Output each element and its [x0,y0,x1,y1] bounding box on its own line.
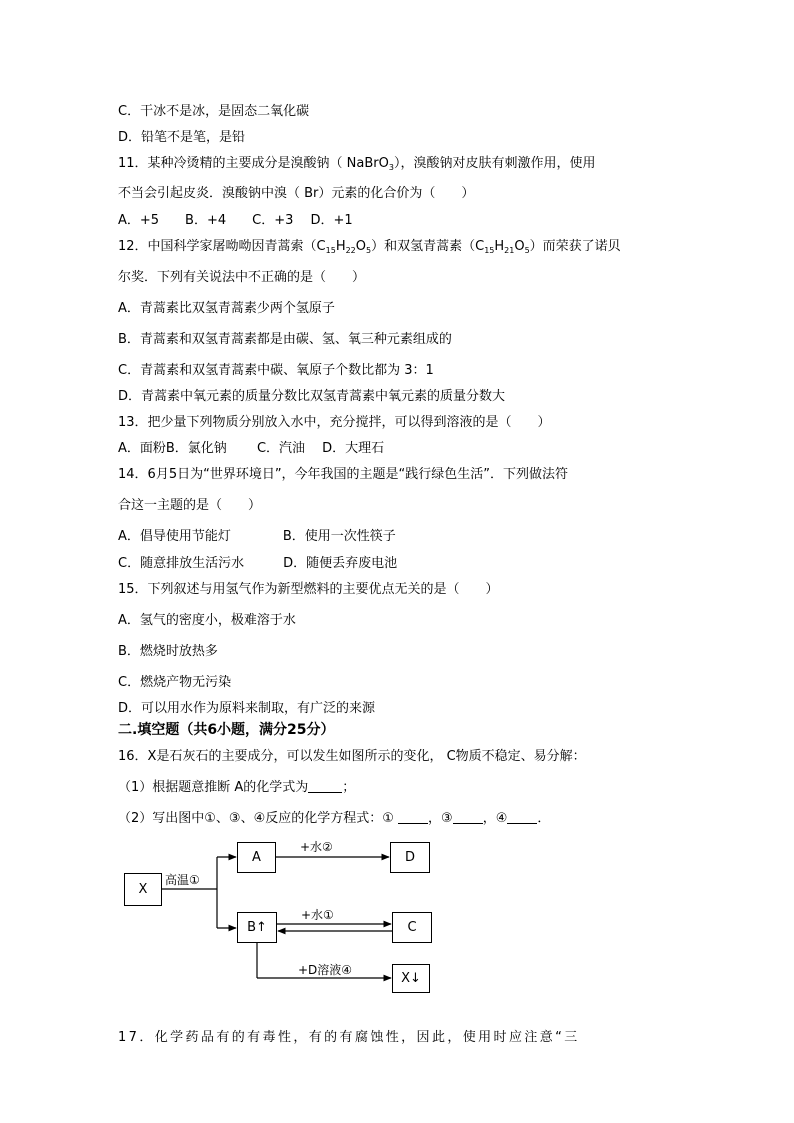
node-a: A [237,842,276,873]
q12-t1: 12．中国科学家屠呦呦因青蒿索（C [118,239,326,254]
q16-part1-text: （1）根据题意推断 A的化学式为 [118,780,309,795]
q14-stem-line1: 14．6月5日为“世界环境日”，今年我国的主题是“践行绿色生活”．下列做法符 [118,467,569,482]
q12-sub4: 15 [484,246,495,255]
q15-option-d: D．可以用水作为原料来制取，有广泛的来源 [118,701,376,716]
q12-option-b: B．青蒿素和双氢青蒿素都是由碳、氢、氧三种元素组成的 [118,332,452,347]
q11-sub: 3 [388,163,394,172]
q15-option-c: C．燃烧产物无污染 [118,675,232,690]
q14-stem-line2: 合这一主题的是（ ） [118,498,262,513]
q11-text-a: 11．某种冷烫精的主要成分是溴酸钠（ NaBrO [118,156,389,171]
q13-options: A．面粉B．氯化钠 C．汽油 D．大理石 [118,441,385,456]
label-water-1: +水① [301,908,334,922]
q12-t6: O [514,239,525,254]
q13-stem: 13．把少量下列物质分别放入水中，充分搅拌，可以得到溶液的是（ ） [118,415,551,430]
q12-t3: O [355,239,367,254]
q10-option-c: C．干冰不是冰，是固态二氧化碳 [118,104,310,119]
q16-part2-end: ． [537,811,551,826]
q12-sub2: 22 [345,246,356,255]
q12-sub6: 5 [524,246,530,255]
q16-part2-sep2: ，④ [482,811,508,826]
label-d-solution: +D溶液④ [298,963,353,977]
q15-option-b: B．燃烧时放热多 [118,644,218,659]
label-water-2: +水② [300,840,333,854]
q11-text-b: ），溴酸钠对皮肤有刺激作用，使用 [393,156,596,171]
q12-option-d: D．青蒿素中氧元素的质量分数比双氢青蒿素中氧元素的质量分数大 [118,389,506,404]
section-fill-in-title: 二.填空题（共6小题，满分25分） [118,722,335,738]
q16-part2-sep1: ，③ [428,811,453,826]
q12-option-c: C．青蒿素和双氢青蒿素中碳、氧原子个数比都为 3：1 [118,363,434,378]
q14-options-ab: A．倡导使用节能灯 B．使用一次性筷子 [118,529,396,544]
node-d: D [390,842,430,873]
q16-part1-end: ； [342,780,356,795]
q12-sub3: 5 [366,246,372,255]
q15-option-a: A．氢气的密度小，极难溶于水 [118,613,296,628]
q12-t2: H [335,239,346,254]
q12-t5: H [494,239,505,254]
node-x-precipitate: X↓ [392,964,430,993]
q12-t7: ）而荣获了诺贝 [529,239,621,254]
q16-stem: 16．X是石灰石的主要成分，可以发生如图所示的变化， C物质不稳定、易分解： [118,749,586,764]
q12-option-a: A．青蒿素比双氢青蒿素少两个氢原子 [118,301,335,316]
q14-options-cd: C．随意排放生活污水 D．随便丢弃废电池 [118,556,398,571]
q12-sub1: 15 [325,246,336,255]
q11-options: A．+5 B．+4 C．+3 D．+1 [118,213,353,228]
q12-sub5: 21 [504,246,515,255]
node-c: C [392,912,432,943]
q10-option-d: D．铅笔不是笔，是铅 [118,130,246,145]
q16-part2-text: （2）写出图中①、③、④反应的化学方程式：① [118,811,394,826]
q12-t4: ）和双氢青蒿素（C [371,239,485,254]
q11-stem-line2: 不当会引起皮炎．溴酸钠中溴（ Br）元素的化合价为（ ） [118,186,475,201]
node-x: X [124,873,162,906]
q17-stem-line1: 17．化学药品有的有毒性，有的有腐蚀性，因此，使用时应注意“三 [118,1030,580,1045]
node-b: B↑ [237,912,277,943]
q12-stem-line2: 尔奖．下列有关说法中不正确的是（ ） [118,270,366,285]
q15-stem: 15．下列叙述与用氢气作为新型燃料的主要优点无关的是（ ） [118,582,499,597]
label-high-temp: 高温① [165,873,200,887]
